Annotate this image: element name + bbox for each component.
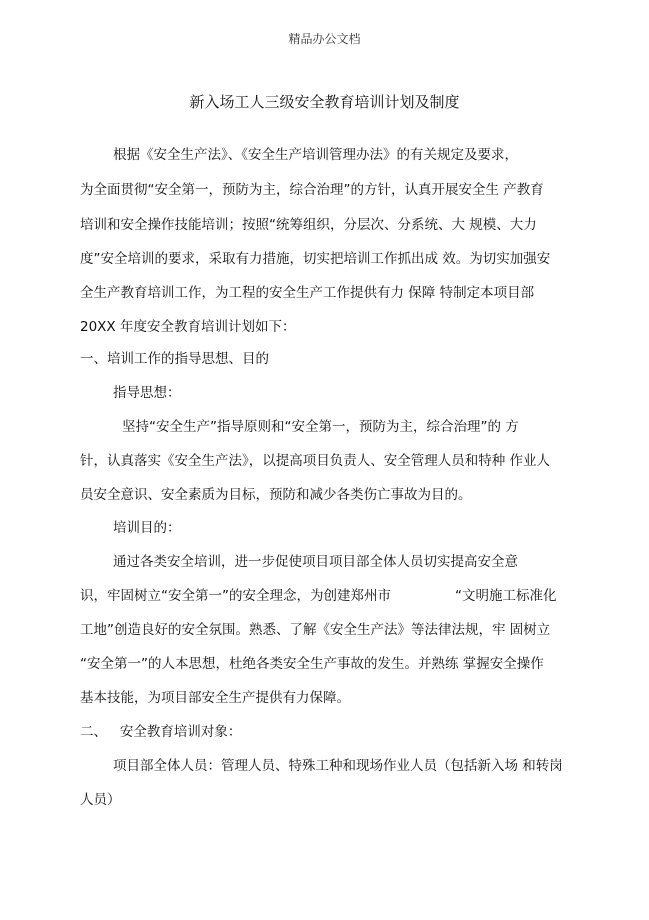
guiding-label: 指导思想： xyxy=(113,385,181,401)
intro-line-4: 度”安全培训的要求，采取有力措施，切实把培训工作抓出成 效。为切实加强安 xyxy=(80,251,551,267)
intro-line-1: 根据《安全生产法》、《安全生产培训管理办法》的有关规定及要求， xyxy=(113,147,518,163)
intro-line-2: 为全面贯彻“安全第一，预防为主，综合治理”的方针，认真开展安全生 产教育 xyxy=(80,182,544,198)
purpose-line-2b: “文明施工标准化 xyxy=(455,588,557,604)
purpose-line-3: 工地”创造良好的安全氛围。熟悉、了解《安全生产法》等法律法规，牢 固树立 xyxy=(80,622,551,638)
document-title: 新入场工人三级安全教育培训计划及制度 xyxy=(189,93,460,111)
purpose-line-2a: 识，牢固树立“安全第一”的安全理念，为创建郑州市 xyxy=(80,588,391,604)
target-line-1: 项目部全体人员：管理人员、特殊工种和现场作业人员（包括新入场 和转岗 xyxy=(113,758,563,774)
page-header: 精品办公文档 xyxy=(288,32,361,46)
section-2-heading: 二、 安全教育培训对象： xyxy=(80,724,242,740)
purpose-line-5: 基本技能，为项目部安全生产提供有力保障。 xyxy=(80,690,350,706)
section-1-heading: 一、培训工作的指导思想、目的 xyxy=(80,351,269,367)
purpose-line-1: 通过各类安全培训，进一步促使项目项目部全体人员切实提高安全意 xyxy=(113,554,518,570)
target-line-2: 人员） xyxy=(80,792,121,808)
purpose-label: 培训目的： xyxy=(113,520,181,536)
intro-line-5: 全生产教育培训工作，为工程的安全生产工作提供有力 保障 特制定本项目部 xyxy=(80,285,535,301)
guiding-line-1: 坚持“安全生产”指导原则和“安全第一，预防为主，综合治理”的 方 xyxy=(122,419,519,435)
guiding-line-3: 员安全意识、安全素质为目标，预防和减少各类伤亡事故为目的。 xyxy=(80,487,472,503)
intro-line-6: 20XX 年度安全教育培训计划如下： xyxy=(80,319,296,335)
intro-line-3: 培训和安全操作技能培训；按照“统筹组织，分层次、分系统、大 规模、大力 xyxy=(80,217,537,233)
purpose-line-4: “安全第一”的人本思想，杜绝各类安全生产事故的发生。并熟练 掌握安全操作 xyxy=(80,656,544,672)
guiding-line-2: 针，认真落实《安全生产法》，以提高项目负责人、安全管理人员和特种 作业人 xyxy=(80,453,551,469)
